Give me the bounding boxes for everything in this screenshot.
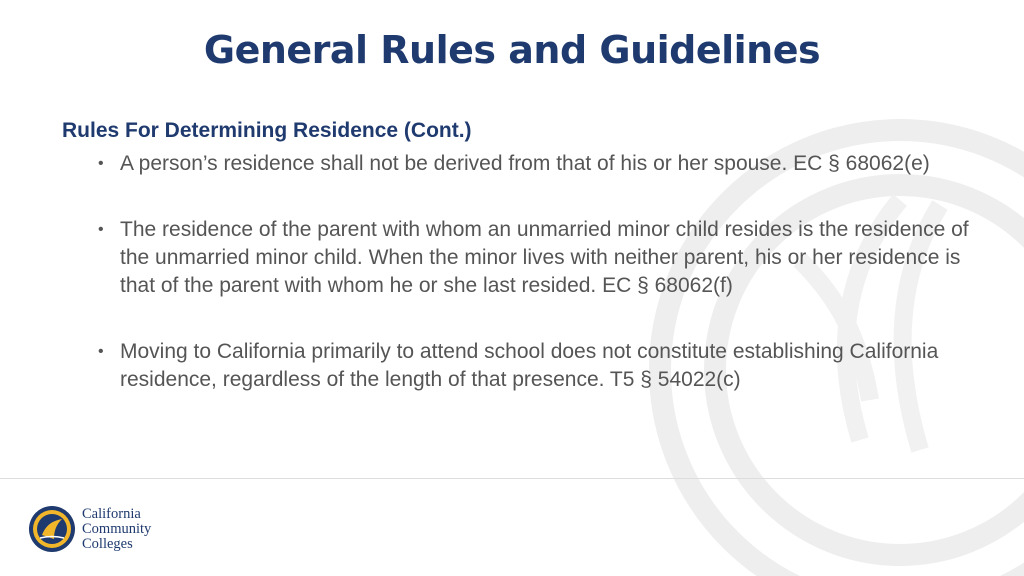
college-logo-text — [82, 507, 151, 552]
logo-line: Colleges — [82, 536, 133, 552]
page-title: General Rules and Guidelines — [203, 28, 821, 72]
footer-divider — [0, 478, 1024, 479]
bullet-icon: • — [98, 343, 104, 360]
bullet-item — [98, 150, 978, 178]
bullet-item — [98, 338, 978, 394]
logo-line: Community — [82, 521, 152, 537]
bullet-list — [98, 150, 978, 432]
bullet-icon: • — [98, 221, 104, 238]
section-heading: Rules For Determining Residence (Cont.) — [62, 119, 472, 142]
bullet-text: Moving to California primarily to attend school does not constitute establishing California residence, regardless of the length of that presence. T5 § 54022(c) — [120, 340, 939, 391]
college-seal-icon — [28, 505, 76, 553]
bullet-icon: • — [98, 155, 104, 172]
bullet-text: A person’s residence shall not be derived from that of his or her spouse. EC § 68062(e) — [120, 152, 930, 175]
bullet-item — [98, 216, 978, 300]
bullet-text: The residence of the parent with whom an unmarried minor child resides is the residence of the unmarried minor child. When the minor lives with neither parent, his or her residence is that of the parent with whom he or she last resided. EC § 68062(f) — [120, 218, 969, 297]
logo-line: California — [82, 506, 141, 522]
